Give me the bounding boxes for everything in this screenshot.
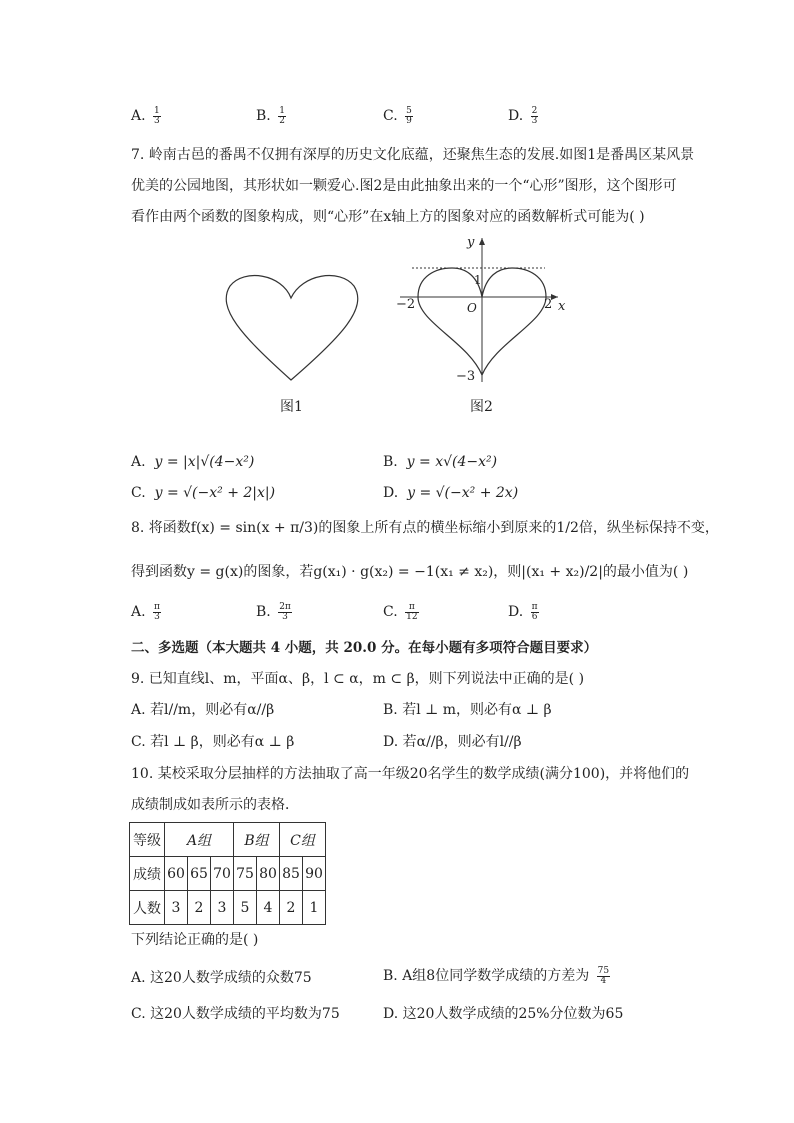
option-letter: C. (383, 604, 398, 620)
table-cell: A组 (165, 823, 234, 857)
fraction: $\frac{\pi}{6}$ (531, 601, 538, 622)
q6-option-d (508, 106, 538, 126)
q7-stem-line3: 看作由两个函数的图象构成，则“心形”在x轴上方的图象对应的函数解析式可能为( ) (131, 209, 645, 225)
tick-neg2: −2 (396, 297, 416, 312)
table-cell: 人数 (130, 891, 165, 925)
q6-option-a (131, 106, 161, 126)
table-row (130, 891, 326, 925)
option-letter: B. (256, 108, 271, 124)
q10-stem-line2: 成绩制成如表所示的表格． (131, 797, 299, 813)
q8-option-a (131, 602, 161, 622)
q7-option-d (383, 483, 518, 503)
option-letter: A. (131, 108, 146, 124)
option-letter: D. (383, 485, 399, 501)
table-cell: C组 (280, 823, 326, 857)
fraction: $\frac{\pi}{3}$ (154, 601, 160, 622)
tick-neg3: −3 (456, 369, 476, 384)
origin-label: O (467, 301, 477, 315)
q10-option-c: C. 这20人数学成绩的平均数为75 (131, 1006, 340, 1022)
q8-option-d (508, 602, 539, 622)
table-row (130, 857, 326, 891)
table-cell: 成绩 (130, 857, 165, 891)
fraction: $\frac{1}{3}$ (154, 105, 160, 126)
table-cell: 1 (303, 891, 326, 925)
tick-pos2: 2 (544, 297, 553, 312)
q10-prompt: 下列结论正确的是( ) (131, 932, 259, 948)
fraction: $\frac{\pi}{12}$ (406, 601, 418, 622)
table-cell: 85 (280, 857, 303, 891)
section-heading: 二、多选题（本大题共 4 小题，共 20.0 分。在每小题有多项符合题目要求） (131, 640, 598, 656)
table-cell: 3 (211, 891, 234, 925)
x-axis-label: x (558, 299, 566, 314)
option-letter: A. (131, 604, 146, 620)
table-cell: 80 (257, 857, 280, 891)
option-letter: B. (256, 604, 271, 620)
q9-option-d: D. 若α//β，则必有l//β (383, 734, 522, 750)
fraction: $\frac{5}{9}$ (406, 105, 412, 126)
figure2-heart-graph (390, 230, 580, 390)
table-cell: B组 (234, 823, 280, 857)
tick-1: 1 (474, 273, 482, 287)
q6-option-b (256, 106, 286, 126)
q8-stem-line1: 8. 将函数f(x) = sin(x + π/3)的图象上所有点的横坐标缩小到原来的1/2倍，纵坐标保持不变， (131, 520, 719, 536)
option-letter: C. (131, 485, 146, 501)
q8-option-c (383, 602, 419, 622)
q10-option-d: D. 这20人数学成绩的25%分位数为65 (383, 1006, 624, 1022)
fraction: $\frac{2}{3}$ (531, 105, 538, 126)
table-cell: 75 (234, 857, 257, 891)
option-letter: B. (383, 454, 398, 470)
q9-option-a: A. 若l//m，则必有α//β (131, 702, 275, 718)
q7-stem-line1: 7. 岭南古邑的番禺不仅拥有深厚的历史文化底蕴，还聚焦生态的发展.如图1是番禺区某风景 (131, 147, 695, 163)
option-expression: y = √(−x² + 2x) (407, 485, 519, 501)
table-cell: 90 (303, 857, 326, 891)
option-letter: A. (131, 454, 146, 470)
figure1-caption: 图1 (280, 399, 303, 415)
option-text: B. A组8位同学数学成绩的方差为 (383, 968, 590, 984)
table-cell: 65 (188, 857, 211, 891)
y-axis-label: y (467, 235, 475, 250)
q7-stem-line2: 优美的公园地图，其形状如一颗爱心.图2是由此抽象出来的一个“心形”图形，这个图形可 (131, 178, 677, 194)
table-row (130, 823, 326, 857)
table-cell: 4 (257, 891, 280, 925)
table-cell: 60 (165, 857, 188, 891)
q8-stem-line2: 得到函数y = g(x)的图象，若g(x₁) · g(x₂) = −1(x₁ ≠ x₂)，则|(x₁ + x₂)/2|的最小值为( ) (131, 564, 689, 580)
option-letter: C. (383, 108, 398, 124)
q7-option-c (131, 483, 275, 503)
fraction: $\frac{75}{4}$ (597, 965, 610, 986)
table-cell: 2 (280, 891, 303, 925)
q8-option-b (256, 602, 292, 622)
option-expression: y = x√(4−x²) (406, 454, 498, 470)
q9-option-c: C. 若l ⊥ β，则必有α ⊥ β (131, 734, 295, 750)
q10-stem-line1: 10. 某校采取分层抽样的方法抽取了高一年级20名学生的数学成绩(满分100)，并将他们的 (131, 766, 690, 782)
q10-option-a: A. 这20人数学成绩的众数75 (131, 970, 312, 986)
fraction: $\frac{1}{2}$ (279, 105, 285, 126)
table-cell: 等级 (130, 823, 165, 857)
option-letter: D. (508, 108, 524, 124)
q7-option-a (131, 452, 254, 472)
table-cell: 5 (234, 891, 257, 925)
option-letter: D. (508, 604, 524, 620)
figure1-heart (222, 268, 362, 384)
table-cell: 3 (165, 891, 188, 925)
q10-option-b (383, 966, 610, 986)
option-expression: y = √(−x² + 2|x|) (154, 485, 276, 501)
q6-option-c (383, 106, 413, 126)
q9-option-b: B. 若l ⊥ m，则必有α ⊥ β (383, 702, 552, 718)
score-table (129, 822, 326, 925)
table-cell: 70 (211, 857, 234, 891)
figure2-caption: 图2 (470, 399, 493, 415)
q7-option-b (383, 452, 497, 472)
option-expression: y = |x|√(4−x²) (154, 454, 255, 470)
q9-stem: 9. 已知直线l、m，平面α、β，l ⊂ α，m ⊂ β，则下列说法中正确的是( ) (131, 671, 585, 687)
table-cell: 2 (188, 891, 211, 925)
fraction: $\frac{2\pi}{3}$ (279, 601, 291, 622)
